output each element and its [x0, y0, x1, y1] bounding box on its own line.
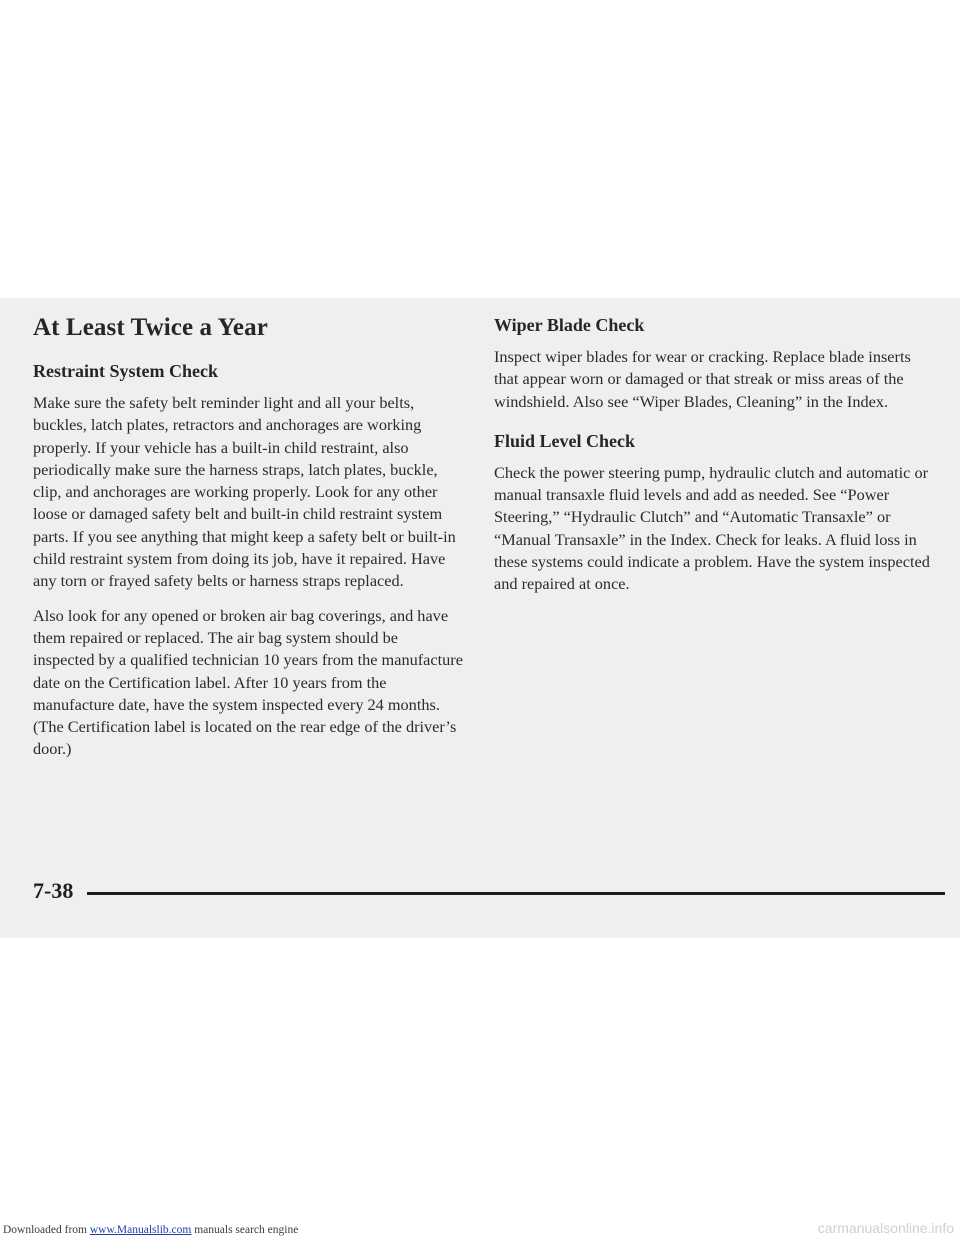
- page-number: 7-38: [33, 878, 74, 903]
- section-heading: At Least Twice a Year: [33, 314, 268, 341]
- watermark: carmanualsonline.info: [817, 1220, 954, 1236]
- page-footer: [33, 876, 913, 906]
- restraint-paragraph-1: Make sure the safety belt reminder light and all your belts, buckles, latch plates, retractors and anchorages are working properly. If your vehicle has a built-in child restraint, also periodically make sure the harness straps, latch plates, buckle, clip, and anchorages are working properly. Look for any other loose or damaged safety belt and built-in child restraint system parts. If you see anything that might keep a safety belt or built-in child restraint system from doing its job, have it repaired. Have any torn or frayed safety belts or harness straps replaced.: [33, 393, 456, 591]
- fluid-paragraph: Check the power steering pump, hydraulic clutch and automatic or manual transaxle fluid levels and add as needed. See “Power Steering,” “Hydraulic Clutch” and “Automatic Transaxle” or “Manual Transaxle” in the Index. Check for leaks. A fluid loss in these systems could indicate a problem. Have the system inspected and repaired at once.: [494, 462, 930, 594]
- fluid-level-check-heading: Fluid Level Check: [494, 430, 636, 451]
- wiper-paragraph: Inspect wiper blades for wear or cracking. Replace blade inserts that appear worn or damaged or that streak or miss areas of the windshield. Also see “Wiper Blades, Cleaning” in the Index.: [494, 347, 911, 411]
- download-suffix: manuals search engine: [191, 1224, 299, 1236]
- download-banner: [3, 1222, 298, 1238]
- download-prefix: Downloaded from: [3, 1224, 90, 1236]
- right-column: [494, 313, 934, 608]
- manualslib-link[interactable]: www.Manualslib.com: [89, 1224, 192, 1236]
- restraint-paragraph-2: Also look for any opened or broken air bag coverings, and have them repaired or replaced. The air bag system should be inspected by a qualified technician 10 years from the manufacture date on the Certification label. After 10 years from the manufacture date, have the system inspected every 24 months. (The Certification label is located on the rear edge of the driver’s door.): [33, 605, 463, 759]
- footer-rule: [87, 892, 945, 895]
- wiper-blade-check-heading: Wiper Blade Check: [494, 315, 645, 335]
- left-column: [33, 313, 463, 773]
- restraint-system-check-heading: Restraint System Check: [33, 361, 218, 381]
